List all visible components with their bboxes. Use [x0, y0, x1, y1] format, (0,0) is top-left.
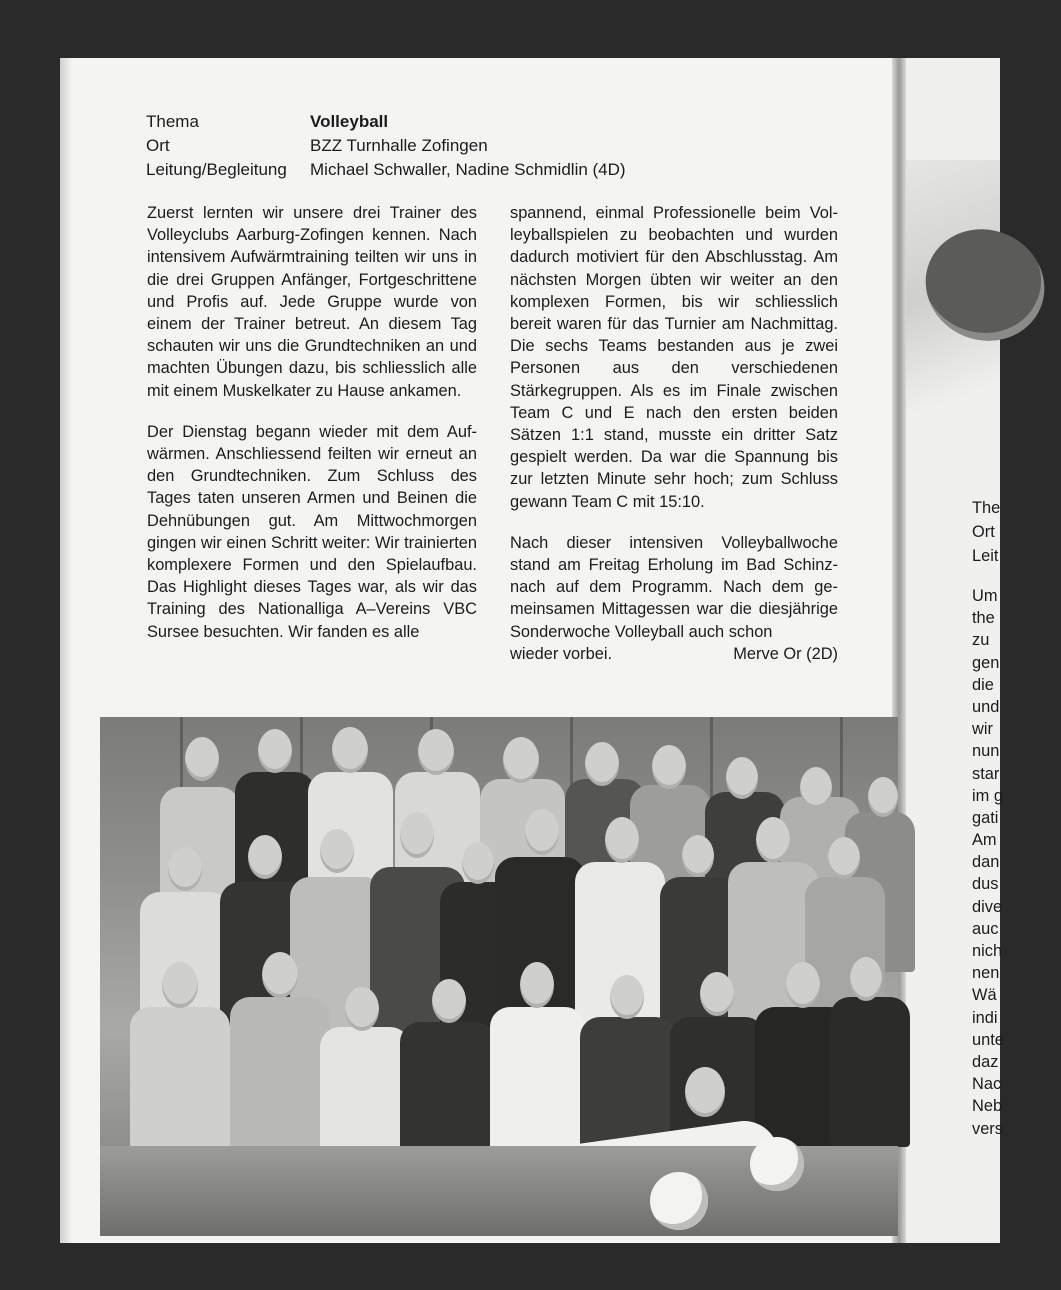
- next-page-meta-line: The: [972, 499, 1001, 517]
- person-head: [258, 729, 292, 773]
- meta-label: Thema: [146, 112, 199, 131]
- person-head: [400, 812, 434, 858]
- page-edge: [60, 58, 72, 1243]
- person-head: [525, 809, 559, 855]
- person-head: [432, 979, 466, 1023]
- person-head: [503, 737, 539, 783]
- next-page-line: im g: [972, 786, 1003, 805]
- person-head: [685, 1067, 725, 1117]
- next-page-line: Nac: [972, 1075, 1002, 1094]
- next-page-line: und: [972, 697, 1000, 716]
- person-head: [332, 727, 368, 773]
- person-head: [345, 987, 379, 1031]
- next-page-line: nich: [972, 942, 1003, 960]
- next-page-meta: [972, 496, 1000, 568]
- paddle-shape: [909, 212, 1061, 359]
- meta-label: Ort: [146, 136, 170, 155]
- person-head: [800, 767, 832, 809]
- next-page-line: Um: [972, 587, 998, 605]
- volleyball: [750, 1137, 804, 1191]
- person: [230, 997, 330, 1157]
- next-page-line: Neb: [972, 1097, 1003, 1116]
- person-head: [700, 972, 734, 1016]
- person-head: [682, 835, 714, 877]
- person: [830, 997, 910, 1147]
- volleyball: [650, 1172, 708, 1230]
- person-head: [168, 847, 202, 891]
- person-head: [585, 742, 619, 786]
- article-paragraph: Nach dieser intensiven Volleyballwoche stand am Freitag Erholung im Bad Schinznach auf dem Programm. Nach dem gemeinsamen Mittagessen war die diesjährige Sonderwoche Volleyball auch schon: [510, 533, 838, 641]
- next-page-line: die: [972, 675, 994, 694]
- next-page-line: star: [972, 764, 1000, 783]
- signature-line: [510, 643, 838, 665]
- person-head: [262, 952, 298, 998]
- person: [490, 1007, 585, 1157]
- person-head: [756, 817, 790, 863]
- next-page-meta-line: Leit: [972, 547, 999, 565]
- next-page-line: Wä: [972, 986, 997, 1005]
- next-page-line: gati: [972, 808, 999, 827]
- next-page-text: [972, 585, 1004, 1140]
- person-head: [850, 957, 882, 1001]
- meta-label: Leitung/Begleitung: [146, 160, 287, 179]
- person-head: [462, 842, 494, 884]
- next-page-meta-line: Ort: [972, 523, 995, 541]
- article-column-left: [147, 202, 477, 662]
- next-page-line: vers: [972, 1119, 1003, 1138]
- meta-value-location: BZZ Turnhalle Zofingen: [310, 136, 488, 155]
- next-page-line: nun: [972, 742, 1000, 761]
- article-paragraph: Der Dienstag begann wieder mit dem Aufwärmen. Anschliessend feilten wir erneut an den Grundtechniken. Zum Schluss des Tages taten unseren Armen und Beinen die Dehnübungen gut. Am Mittwochmorgen gingen wir einen Schritt weiter: Wir trainierten komplexere Formen und den Spielaufbau. Das Highlight dieses Tages war, als wir das Training des Nationalliga A–Vereins VBC Sursee besuchten. Wir fanden es alle: [147, 422, 477, 641]
- next-page-line: the: [972, 609, 995, 628]
- person-head: [320, 829, 354, 873]
- next-page-line: daz: [972, 1052, 999, 1071]
- person-head: [652, 745, 686, 789]
- next-page-line: gen: [972, 653, 1000, 672]
- article-last-line: wieder vorbei.: [510, 644, 613, 663]
- group-photo: [100, 717, 898, 1236]
- person-head: [726, 757, 758, 799]
- person-head: [185, 737, 219, 781]
- person-head: [868, 777, 898, 817]
- person-head: [610, 975, 644, 1019]
- meta-value-topic: Volleyball: [310, 112, 389, 131]
- author-name: Merve Or (2D): [733, 644, 838, 663]
- next-page-line: zu: [972, 631, 990, 650]
- person-head: [248, 835, 282, 879]
- next-page-line: indi: [972, 1008, 998, 1027]
- meta-value-lead: Michael Schwaller, Nadine Schmidlin (4D): [310, 160, 626, 179]
- next-page-line: auc: [972, 919, 999, 938]
- person-head: [828, 837, 860, 879]
- next-page-line: dus: [972, 875, 999, 894]
- person-head: [605, 817, 639, 863]
- person-head: [520, 962, 554, 1008]
- person: [130, 1007, 230, 1157]
- article-paragraph: spannend, einmal Professionelle beim Volleyballspielen zu beobachten und wurden dadurch motiviert für den Abschlusstag. Am nächsten Morgen übten wir weiter an den komplexen Formen, bis wir schliesslich bereit waren für das Turnier am Nachmittag. Die sechs Teams bestanden aus je zwei Personen aus den verschiedenen Stärkegruppen. Als es im Finale zwischen Team C und E nach den ersten beiden Sätzen 1:1 stand, musste ein dritter Satz gespielt werden. Da war die Spannung bis zur letzten Minute sehr hoch; zum Schluss gewann Team C mit 15:10.: [510, 204, 838, 511]
- next-page-line: unte: [972, 1030, 1004, 1049]
- next-page-line: wir: [972, 720, 993, 739]
- person-head: [786, 962, 820, 1008]
- next-page-line: nen: [972, 964, 1000, 983]
- next-page-line: Am: [972, 831, 997, 850]
- person-head: [418, 729, 454, 775]
- article-paragraph: Zuerst lernten wir unsere drei Trainer des Volleyclubs Aarburg-Zofingen kennen. Nach intensivem Aufwärmtraining teilten wir uns in die drei Gruppen Anfänger, Fortgeschrittene und Profis auf. Jede Gruppe wurde von einem der Trainer betreut. An diesem Tag schauten wir uns die Grundtechniken an und machten Übungen dazu, bis schliesslich alle mit einem Muskelkater zu Hause ankamen.: [147, 204, 477, 400]
- next-page-line: dan: [972, 853, 1000, 872]
- next-page-photo: [903, 160, 1000, 450]
- next-page-line: dive: [972, 897, 1003, 916]
- person-head: [162, 962, 198, 1008]
- article-column-right: [510, 202, 838, 665]
